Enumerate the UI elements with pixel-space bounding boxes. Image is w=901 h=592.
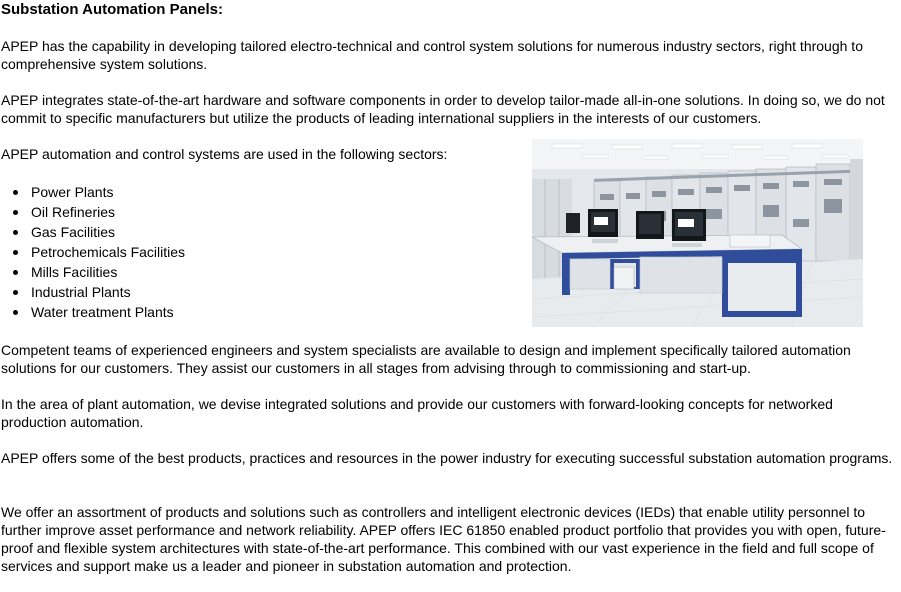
bullet-icon — [13, 270, 18, 275]
sectors-list — [0, 183, 185, 323]
list-item: Petrochemicals Facilities — [0, 243, 185, 263]
bullet-icon — [13, 230, 18, 235]
sectors-intro: APEP automation and control systems are used in the following sectors: — [1, 146, 448, 162]
intro-paragraph: APEP has the capability in developing tailored electro-technical and control system solutions for numerous industry sectors, right through to comprehensive system solutions. — [1, 38, 863, 72]
bullet-icon — [13, 250, 18, 255]
bullet-icon — [13, 190, 18, 195]
bullet-icon — [13, 210, 18, 215]
bullet-icon — [13, 310, 18, 315]
bullet-icon — [13, 290, 18, 295]
control-room-photo — [532, 139, 863, 327]
integration-paragraph: APEP integrates state-of-the-art hardware and software components in order to develop tailor-made all-in-one solutions. In doing so, we do not commit to specific manufacturers but utilize the products of leading international suppliers in the interests of our customers. — [1, 92, 885, 126]
list-item: Water treatment Plants — [0, 303, 185, 323]
list-item: Gas Facilities — [0, 223, 185, 243]
products-paragraph: We offer an assortment of products and solutions such as controllers and intelligent electronic devices (IEDs) that enable utility personnel to further improve asset performance and network reliability. APEP offers IEC 61850 enabled product portfolio that provides you with open, future-proof and flexible system architectures with state-of-the-art performance. This combined with our vast experience in the field and full scope of services and support make us a leader and pioneer in substation automation and protection. — [1, 504, 886, 574]
page-title: Substation Automation Panels: — [1, 1, 223, 18]
plant-automation-paragraph: In the area of plant automation, we devise integrated solutions and provide our customers with forward-looking concepts for networked production automation. — [1, 396, 833, 430]
list-item: Power Plants — [0, 183, 185, 203]
list-item: Oil Refineries — [0, 203, 185, 223]
control-room-illustration — [532, 139, 863, 327]
offerings-paragraph: APEP offers some of the best products, practices and resources in the power industry for executing successful substation automation programs. — [1, 450, 893, 466]
list-item: Mills Facilities — [0, 263, 185, 283]
list-item: Industrial Plants — [0, 283, 185, 303]
teams-paragraph: Competent teams of experienced engineers and system specialists are available to design and implement specifically tailored automation solutions for our customers. They assist our customers in all stages from advising through to commissioning and start-up. — [1, 342, 851, 376]
